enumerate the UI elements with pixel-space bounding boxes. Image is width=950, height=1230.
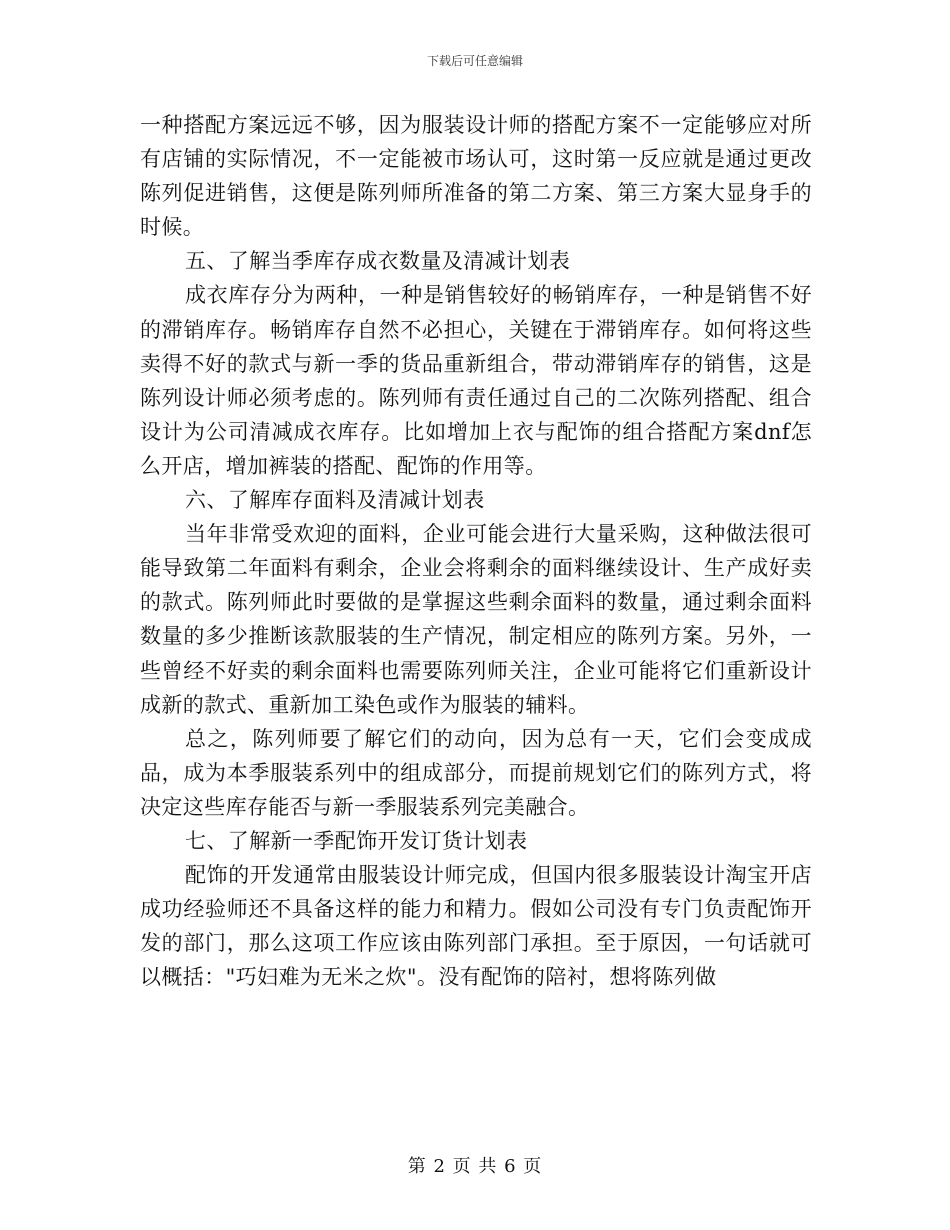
paragraph-garment-inventory: 成衣库存分为两种，一种是销售较好的畅销库存，一种是销售不好的滞销库存。畅销库存自然不必担心，关键在于滞销库存。如何将这些卖得不好的款式与新一季的货品重新组合，带动滞销库存的销售，这是陈列设计师必须考虑的。陈列师有责任通过自己的二次陈列搭配、组合设计为公司清减成衣库存。比如增加上衣与配饰的组合搭配方案dnf怎么开店，增加裤装的搭配、配饰的作用等。 (140, 283, 812, 478)
section-heading-7: 七、了解新一季配饰开发订货计划表 (185, 828, 528, 853)
page-number-footer: 第 2 页 共 6 页 (407, 1156, 543, 1177)
paragraph-fabric-inventory: 当年非常受欢迎的面料，企业可能会进行大量采购，这种做法很可能导致第二年面料有剩余，企业会将剩余的面料继续设计、生产成好卖的款式。陈列师此时要做的是掌握这些剩余面料的数量，通过剩余面料数量的多少推断该款服装的生产情况，制定相应的陈列方案。另外，一些曾经不好卖的剩余面料也需要陈列师关注，企业可能将它们重新设计成新的款式、重新加工染色或作为服装的辅料。 (140, 522, 812, 717)
paragraph-accessories: 配饰的开发通常由服装设计师完成，但国内很多服装设计淘宝开店成功经验师还不具备这样的能力和精力。假如公司没有专门负责配饰开发的部门，那么这项工作应该由陈列部门承担。至于原因，一句话就可以概括："巧妇难为无米之炊"。没有配饰的陪衬，想将陈列做 (140, 863, 812, 990)
page-header: 下载后可任意编辑 (426, 54, 523, 68)
section-heading-6: 六、了解库存面料及清减计划表 (185, 488, 485, 513)
document-body (140, 108, 812, 994)
paragraph-continuation: 一种搭配方案远远不够，因为服装设计师的搭配方案不一定能够应对所有店铺的实际情况，不一定能被市场认可，这时第一反应就是通过更改陈列促进销售，这便是陈列师所准备的第二方案、第三方案大显身手的时候。 (140, 113, 812, 240)
paragraph-summary: 总之，陈列师要了解它们的动向，因为总有一天，它们会变成成品，成为本季服装系列中的组成部分，而提前规划它们的陈列方式，将决定这些库存能否与新一季服装系列完美融合。 (140, 726, 812, 819)
section-heading-5: 五、了解当季库存成衣数量及清减计划表 (185, 249, 571, 274)
